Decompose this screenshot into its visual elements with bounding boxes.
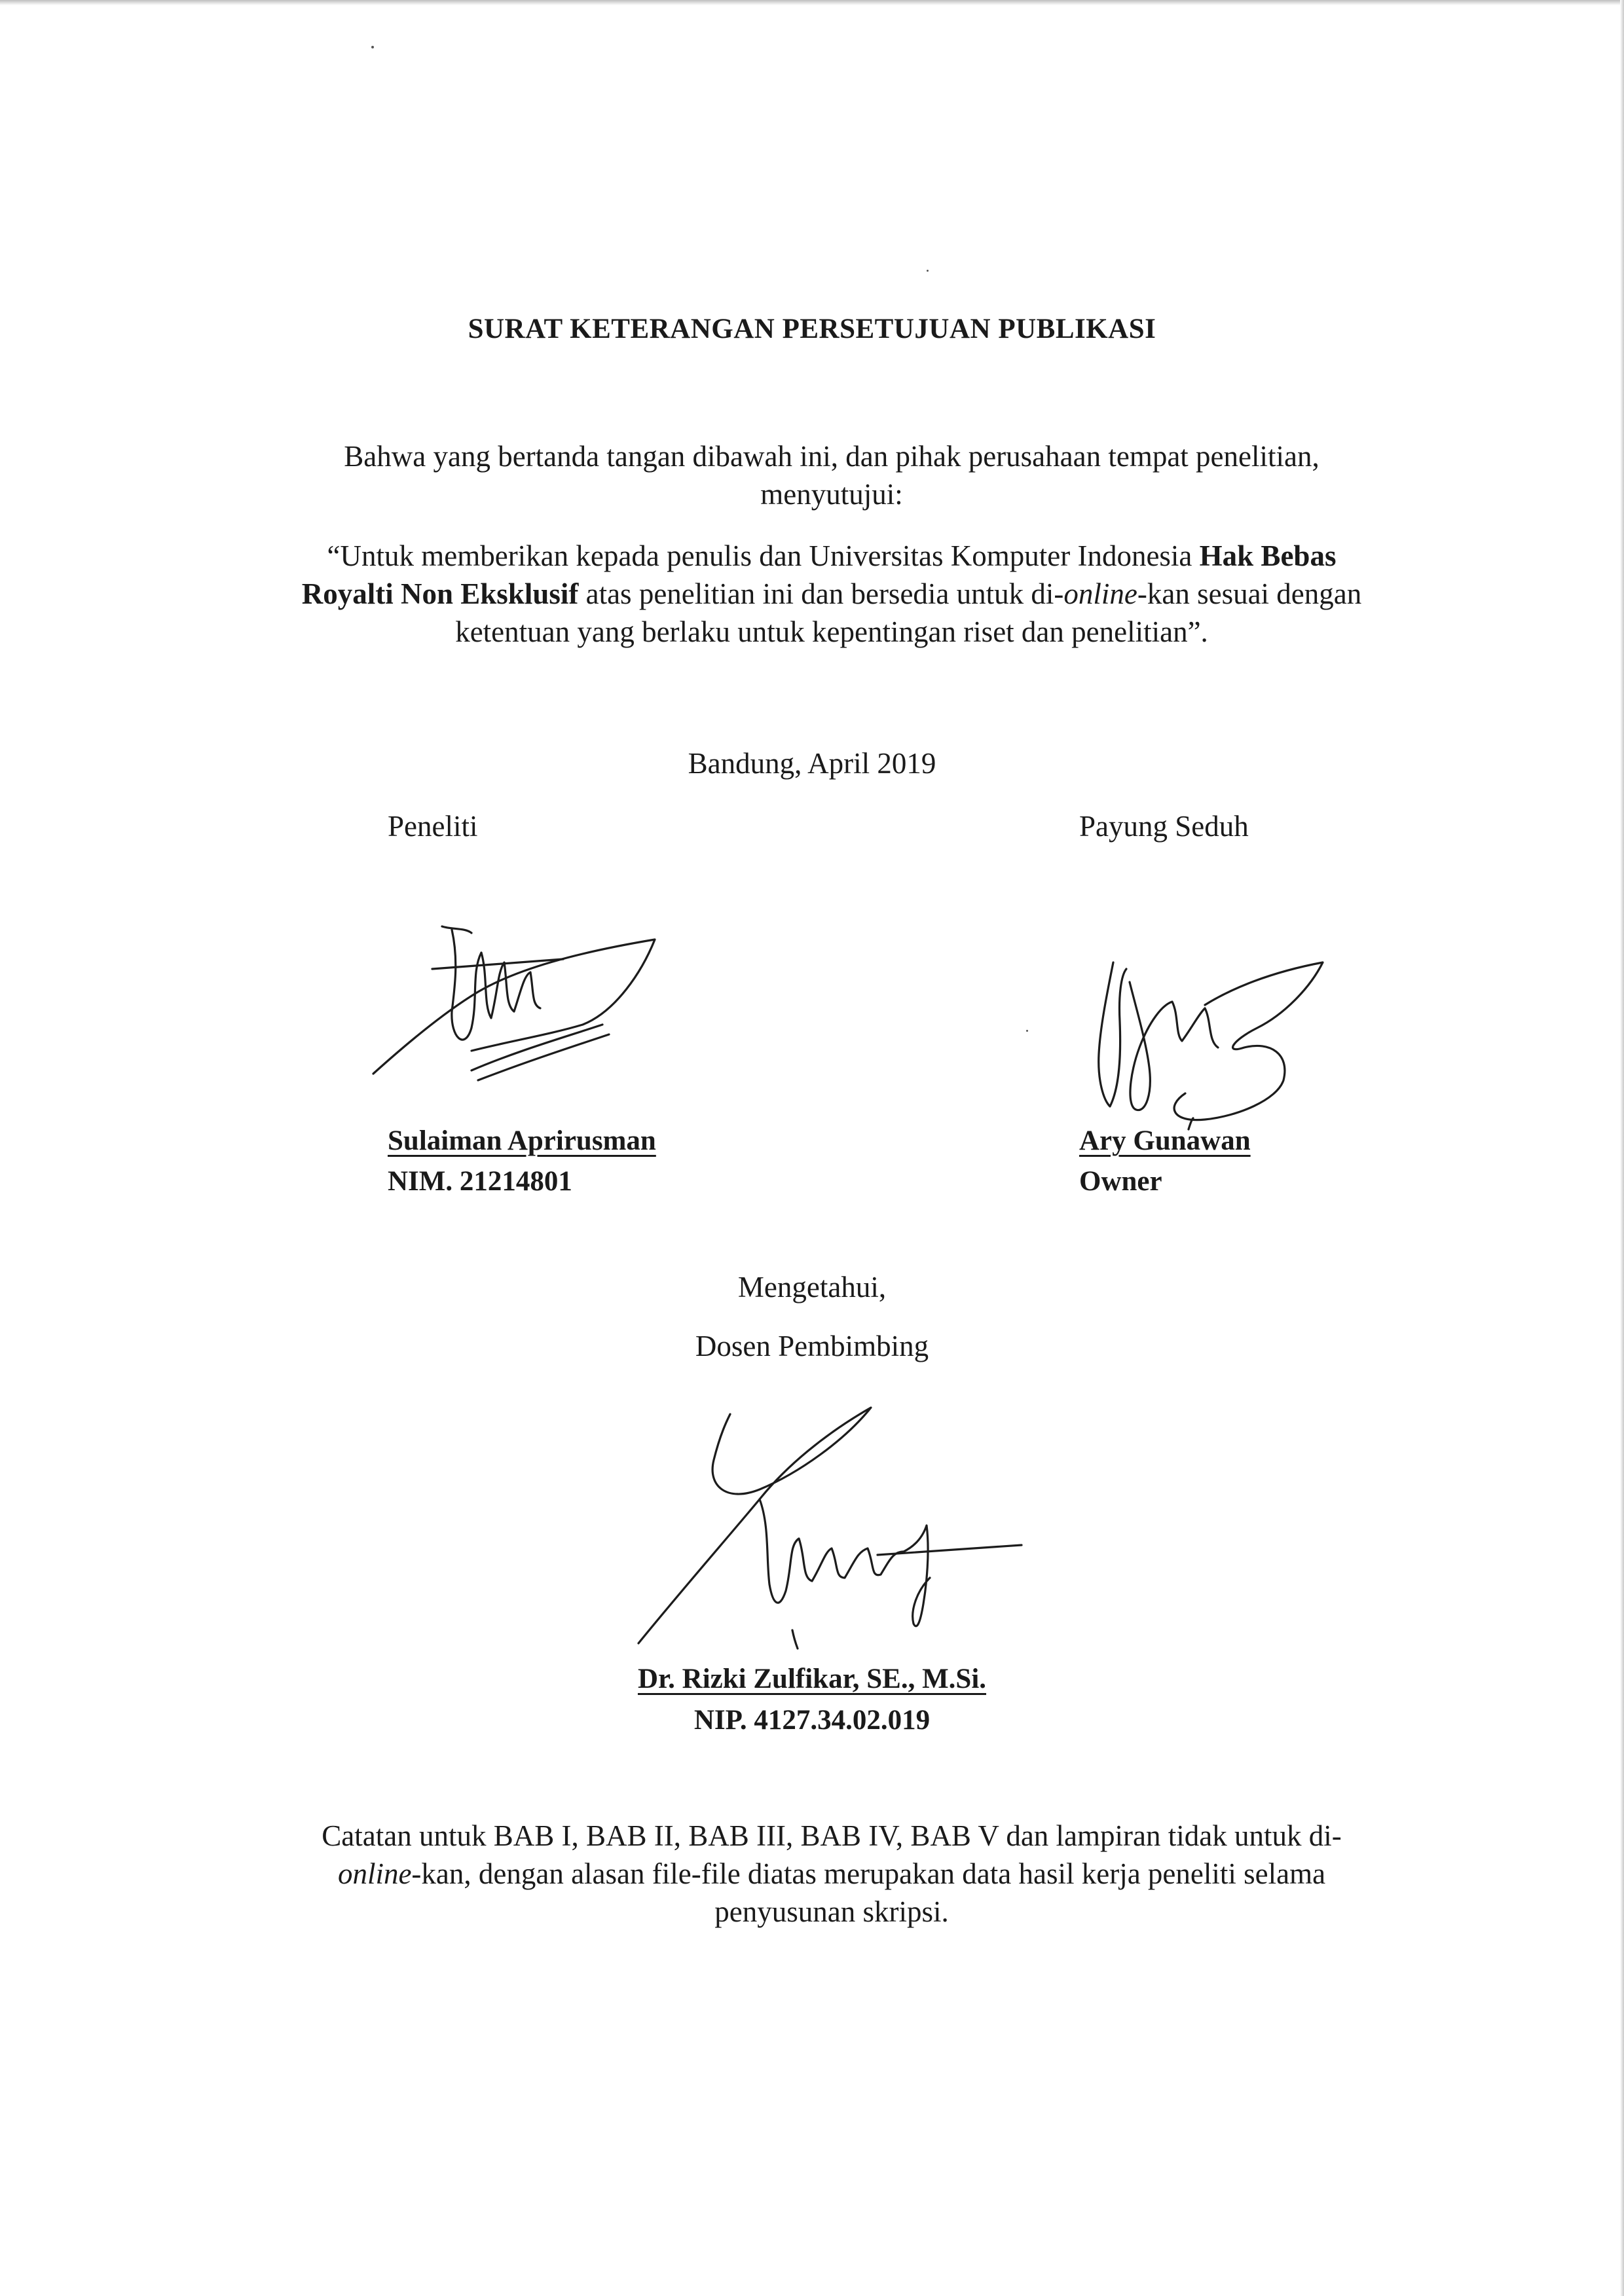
quote-text-close: -kan sesuai dengan ketentuan yang berlaku untuk kepentingan riset dan penelitian”. <box>455 577 1362 648</box>
document-title: SURAT KETERANGAN PERSETUJUAN PUBLIKASI <box>468 314 1156 344</box>
place-date: Bandung, April 2019 <box>688 747 936 780</box>
peneliti-signature <box>367 913 668 1097</box>
consent-quote <box>288 537 1375 651</box>
quote-text-mid: atas penelitian ini dan bersedia untuk di- <box>578 577 1064 610</box>
dosen-name: Dr. Rizki Zulfikar, SE., M.Si. <box>637 1664 987 1694</box>
peneliti-role-label: Peneliti <box>388 810 478 843</box>
note-text-after: -kan, dengan alasan file-file diatas merupakan data hasil kerja peneliti selama penyusunan skripsi. <box>411 1857 1326 1928</box>
note-online-italic: online <box>337 1857 412 1890</box>
scan-edge-top <box>0 0 1624 5</box>
peneliti-name: Sulaiman Aprirusman <box>388 1125 656 1156</box>
owner-org-label: Payung Seduh <box>1079 810 1249 843</box>
quote-rights-bold: Hak Bebas Royalti Non Eksklusif <box>301 539 1337 610</box>
dosen-role-label: Dosen Pembimbing <box>695 1330 929 1362</box>
quote-text-open: “Untuk memberikan kepada penulis dan Universitas Komputer Indonesia <box>327 539 1200 572</box>
note-paragraph <box>288 1817 1375 1931</box>
scan-speck <box>371 46 374 48</box>
quote-online-italic: online <box>1063 577 1137 610</box>
note-text-before: Catatan untuk BAB I, BAB II, BAB III, BAB IV, BAB V dan lampiran tidak untuk di- <box>322 1819 1342 1852</box>
intro-paragraph: Bahwa yang bertanda tangan dibawah ini, dan pihak perusahaan tempat penelitian, menyutujui: <box>344 440 1320 511</box>
peneliti-nim: NIM. 21214801 <box>388 1166 572 1197</box>
owner-name: Ary Gunawan <box>1079 1125 1251 1156</box>
dosen-nip: NIP. 4127.34.02.019 <box>693 1705 931 1736</box>
acknowledge-label: Mengetahui, <box>737 1271 887 1303</box>
scan-speck <box>1026 1030 1028 1032</box>
dosen-signature <box>629 1394 1035 1656</box>
scan-speck <box>927 270 929 272</box>
owner-title: Owner <box>1079 1166 1162 1197</box>
owner-signature <box>1074 943 1362 1133</box>
